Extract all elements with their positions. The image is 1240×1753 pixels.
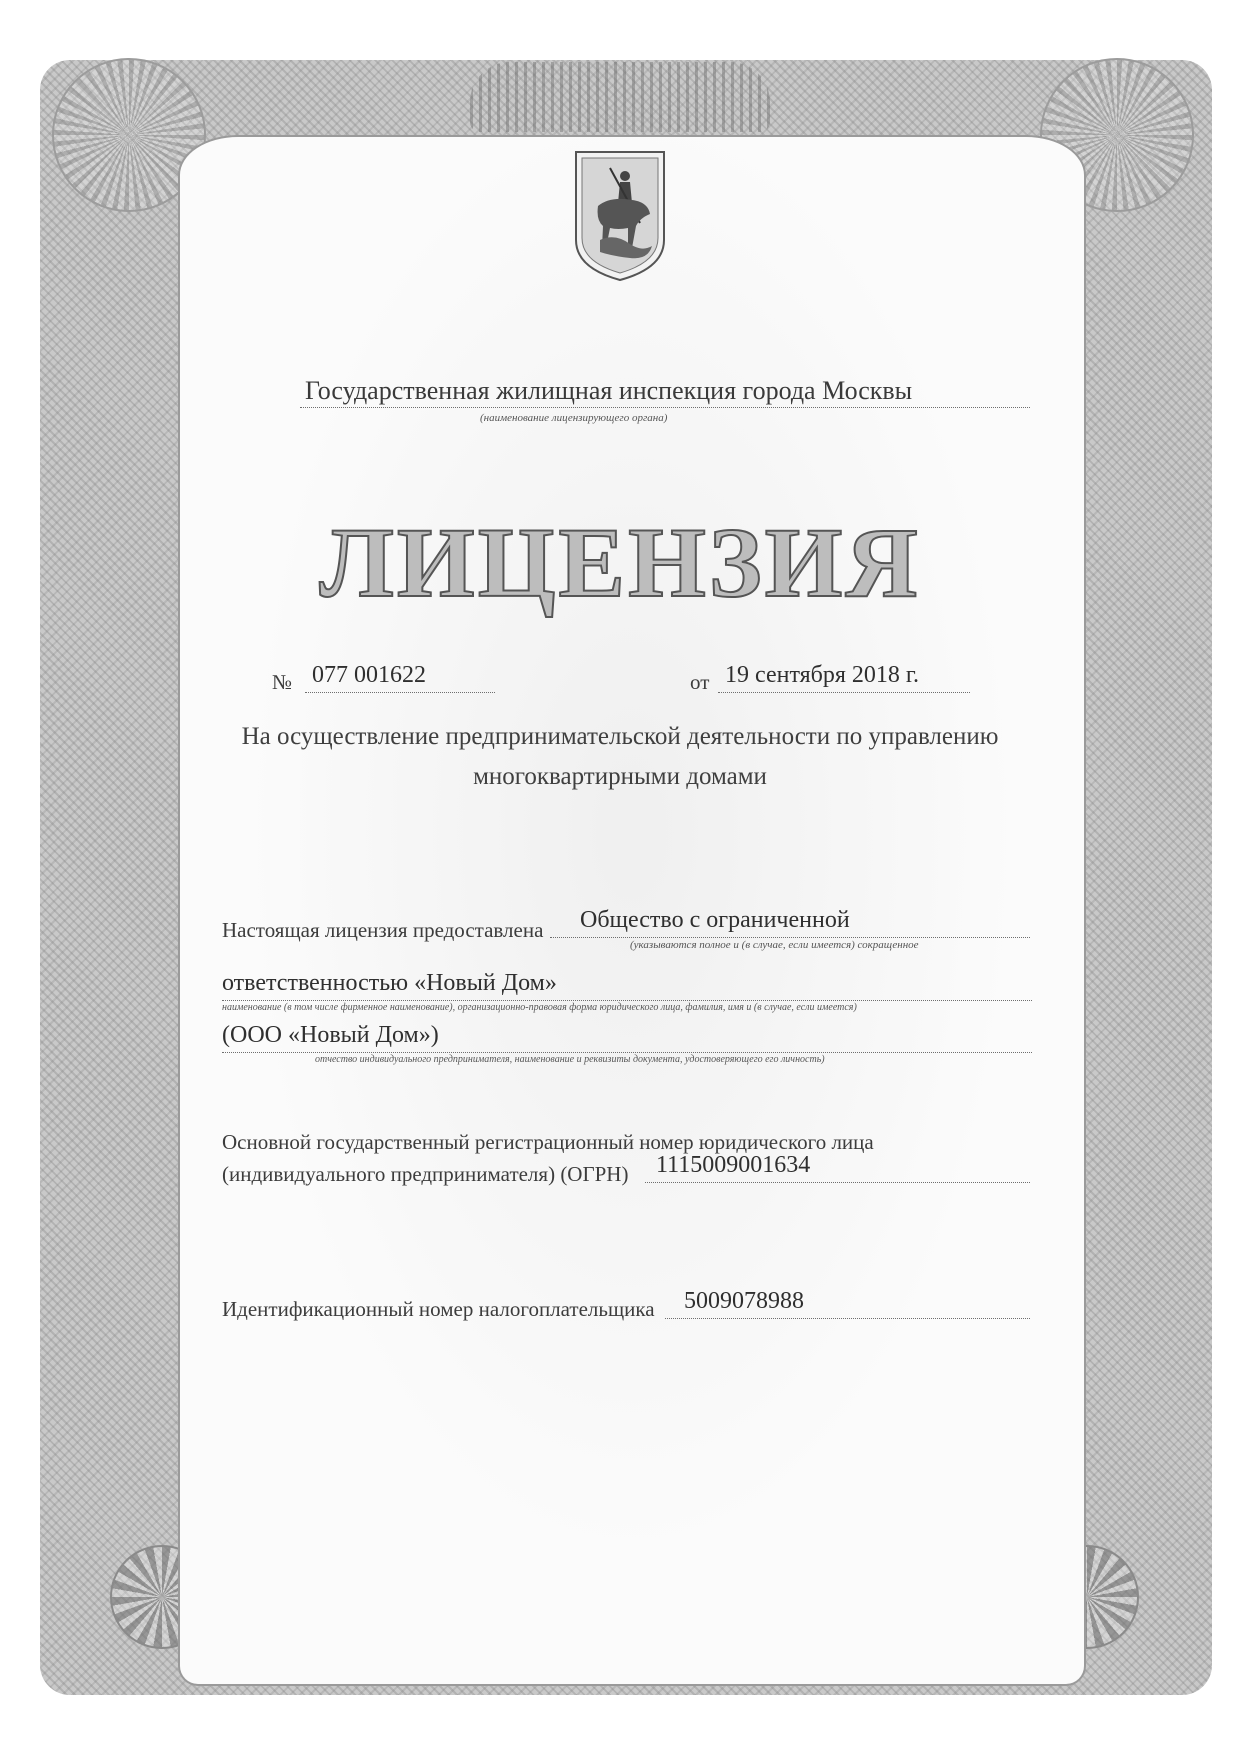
holder-underline-2 xyxy=(222,1000,1032,1001)
purpose-line-2: многоквартирными домами xyxy=(473,763,767,790)
inn-label: Идентификационный номер налогоплательщика xyxy=(222,1297,655,1321)
inn-underline xyxy=(665,1318,1030,1319)
license-number-prefix: № xyxy=(272,670,293,694)
inn-value: 5009078988 xyxy=(684,1288,804,1314)
license-number-underline xyxy=(305,692,495,693)
issuer-name: Государственная жилищная инспекция города Москвы xyxy=(305,376,913,405)
document-title: ЛИЦЕНЗИЯ xyxy=(319,507,921,618)
holder-value-line-1: Общество с ограниченной xyxy=(580,907,850,933)
license-number: 077 001622 xyxy=(312,662,426,688)
holder-caption-1: (указываются полное и (в случае, если имеется) сокращенное xyxy=(630,939,919,951)
holder-caption-3: отчество индивидуального предпринимателя, наименование и реквизиты документа, удостоверяющего его личность) xyxy=(315,1054,825,1065)
holder-caption-2: наименование (в том числе фирменное наименование), организационно-правовая форма юридического лица, фамилия, имя и (в случае, если имеется) xyxy=(222,1002,857,1013)
holder-underline-3 xyxy=(222,1052,1032,1053)
ogrn-label-line-2: (индивидуального предпринимателя) (ОГРН) xyxy=(222,1162,629,1186)
license-date: 19 сентября 2018 г. xyxy=(725,662,920,688)
issuer-caption: (наименование лицензирующего органа) xyxy=(480,412,668,424)
ogrn-value: 1115009001634 xyxy=(656,1152,811,1178)
holder-value-line-3: (ООО «Новый Дом») xyxy=(222,1022,439,1048)
license-date-underline xyxy=(718,692,970,693)
license-date-prefix: от xyxy=(690,670,710,694)
purpose-line-1: На осуществление предпринимательской деятельности по управлению xyxy=(241,723,999,750)
moscow-coat-of-arms-icon xyxy=(570,148,670,284)
holder-label: Настоящая лицензия предоставлена xyxy=(222,918,544,942)
holder-value-line-2: ответственностью «Новый Дом» xyxy=(222,970,557,996)
ogrn-label-line-1: Основной государственный регистрационный номер юридического лица xyxy=(222,1130,874,1154)
top-ornament xyxy=(470,62,770,132)
issuer-underline xyxy=(300,407,1030,408)
holder-underline-1 xyxy=(550,937,1030,938)
ogrn-underline xyxy=(645,1182,1030,1183)
